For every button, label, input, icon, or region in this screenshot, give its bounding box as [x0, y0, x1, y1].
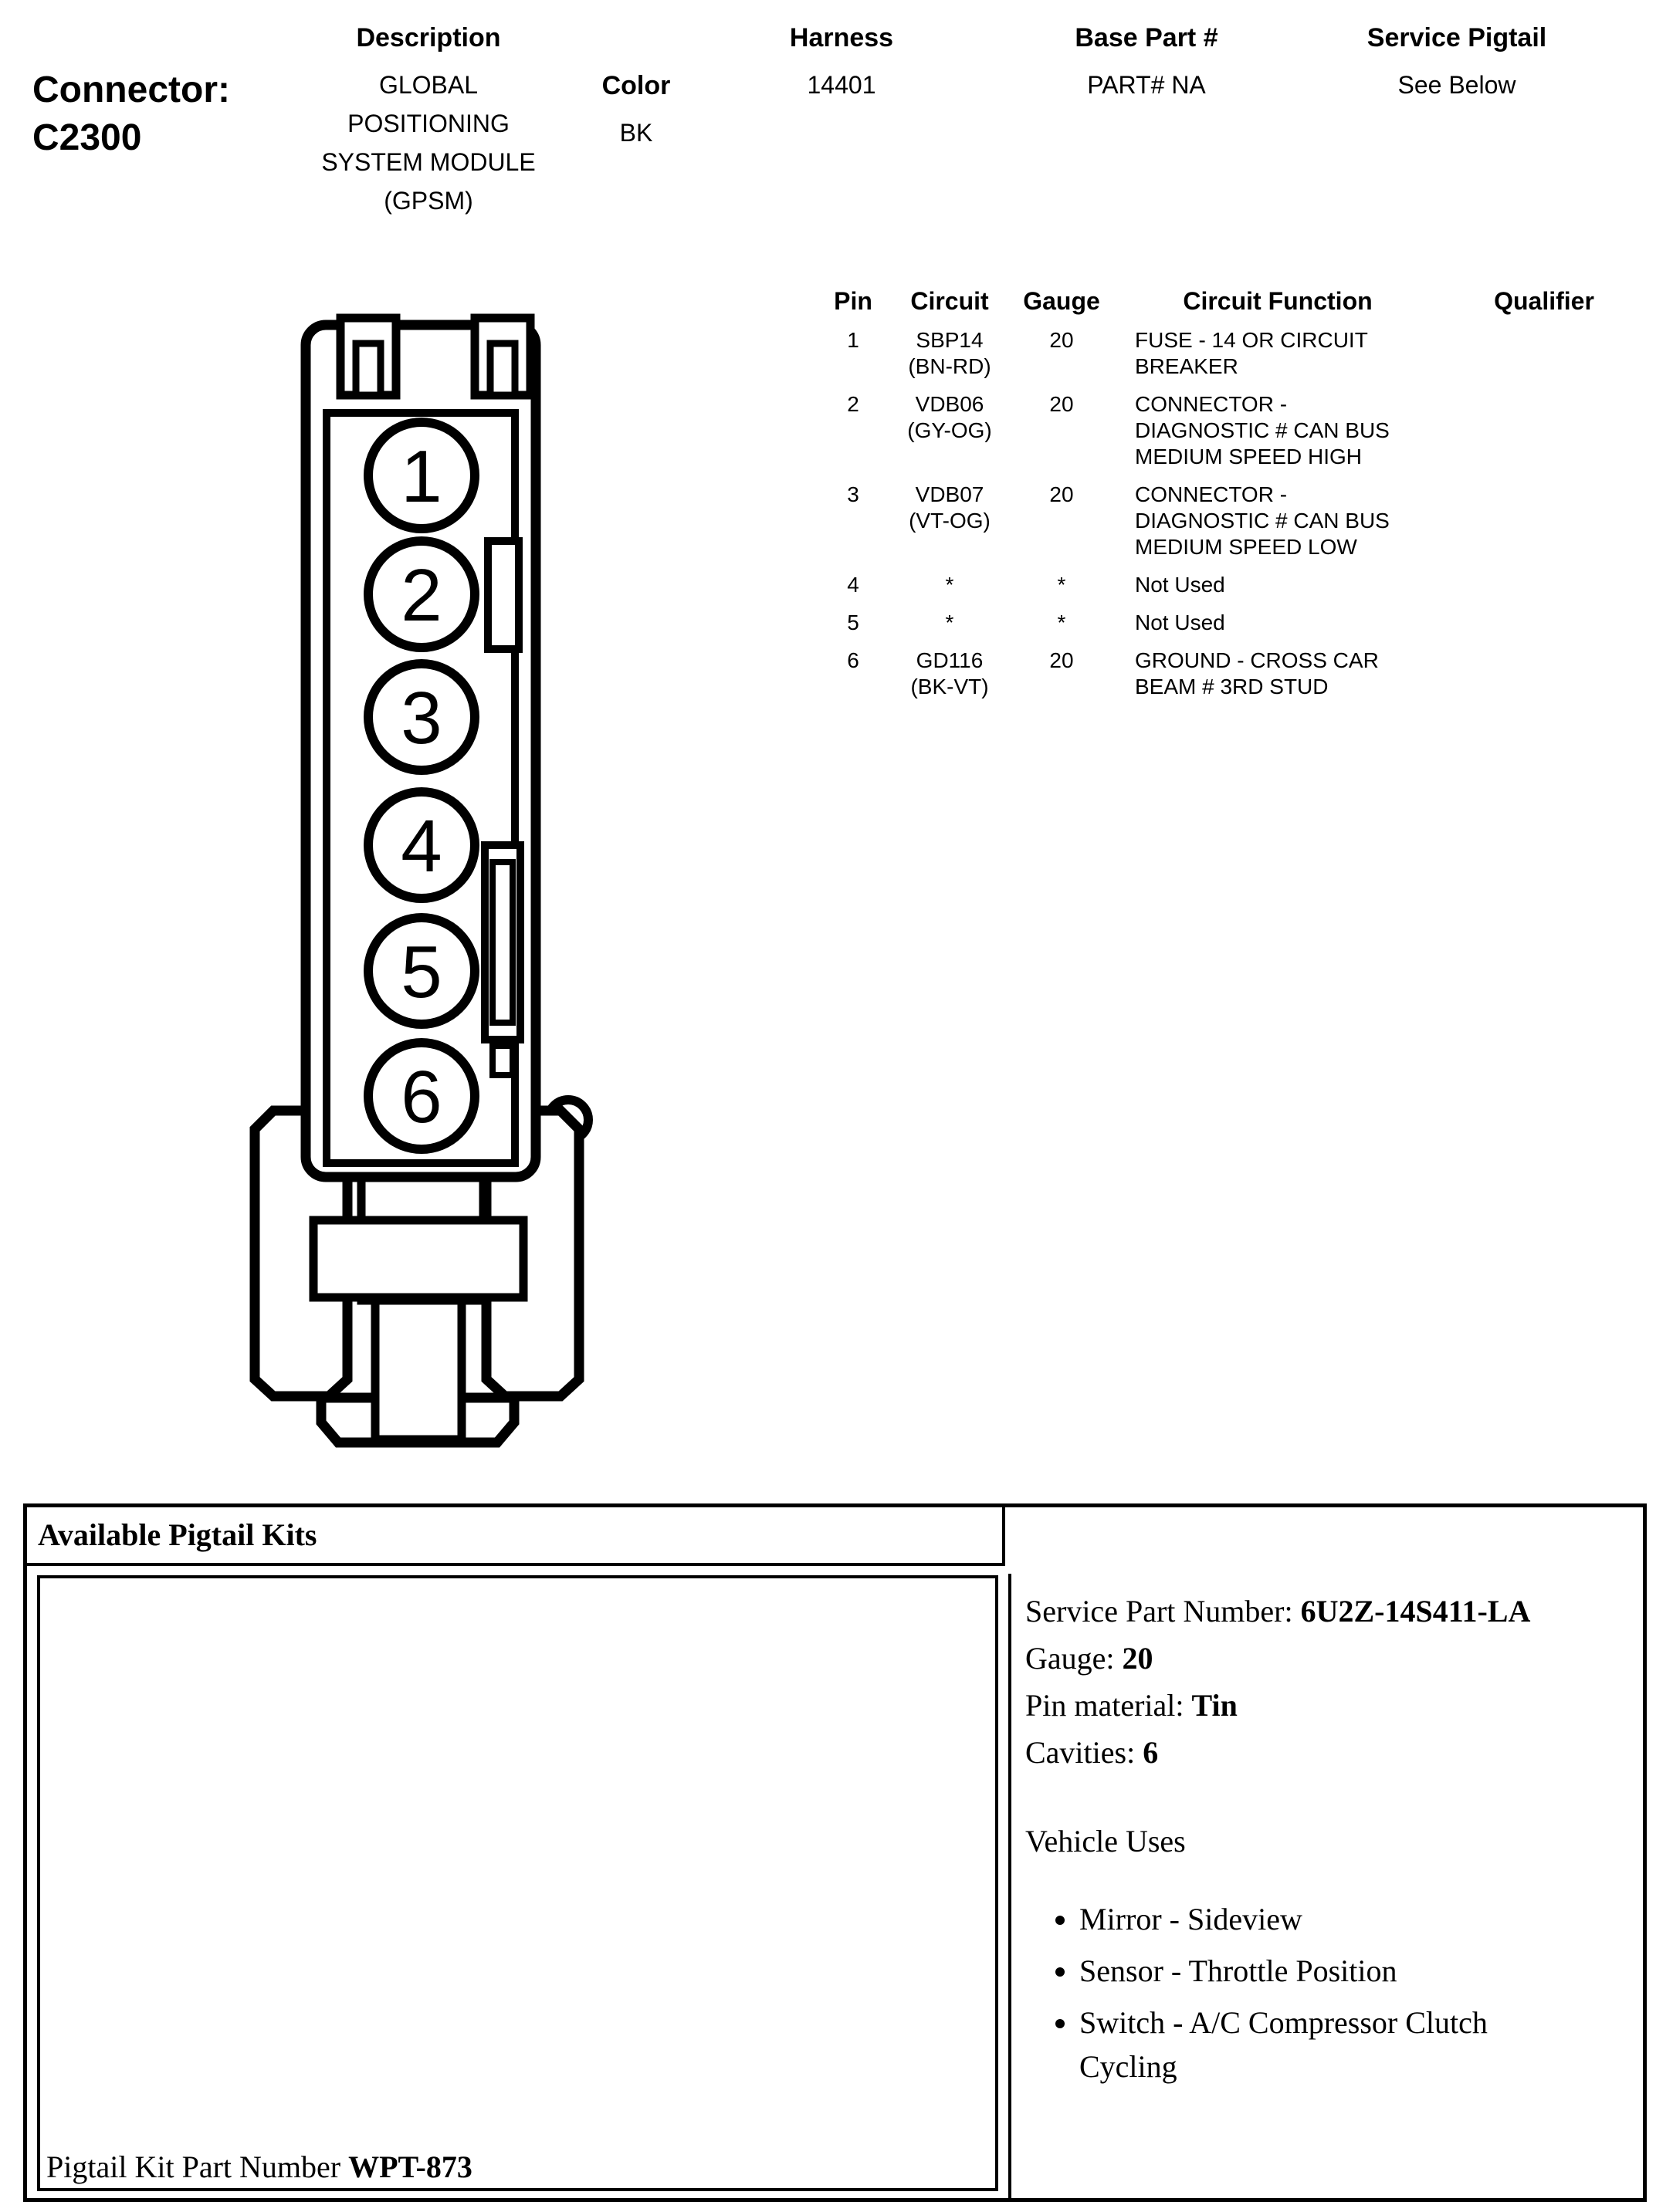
col-header-gauge: Gauge	[1023, 287, 1100, 315]
vehicle-uses-list	[1025, 1897, 1624, 2089]
pin-number-1: 1	[401, 435, 442, 518]
pin-table	[818, 287, 1644, 700]
circuit-color: (GY-OG)	[907, 418, 992, 442]
qualifier-cell	[1444, 572, 1644, 598]
pin-cell: 1	[847, 328, 859, 352]
list-item: • Sensor - Throttle Position	[1079, 1949, 1512, 1993]
circuit-cell	[888, 482, 1011, 560]
pin-number-4: 4	[401, 805, 442, 888]
qualifier-cell	[1444, 391, 1644, 470]
table-row	[818, 572, 1644, 598]
gauge-cell: *	[1057, 610, 1066, 634]
table-row	[818, 648, 1644, 700]
qualifier-cell	[1444, 482, 1644, 560]
color-value: BK	[619, 119, 653, 147]
col-header-circuit: Circuit	[910, 287, 989, 315]
function-cell: CONNECTOR - DIAGNOSTIC # CAN BUS MEDIUM SPEED LOW	[1135, 482, 1390, 559]
bracket-crossbar	[313, 1220, 523, 1297]
circuit-cell	[888, 391, 1011, 470]
connector-diagram	[247, 313, 602, 1455]
base-part-label: Base Part #	[1075, 23, 1218, 52]
list-item: • Switch - A/C Compressor Clutch Cycling	[1079, 2001, 1512, 2089]
circuit-code: *	[945, 610, 954, 634]
pin-number-3: 3	[401, 677, 442, 759]
pigtail-kit-part-number	[46, 2149, 472, 2185]
service-pigtail-label: Service Pigtail	[1367, 23, 1547, 52]
header-col-harness	[764, 23, 919, 104]
circuit-code: *	[945, 573, 954, 597]
harness-value: 14401	[807, 71, 876, 99]
header-col-base-part	[1031, 23, 1262, 104]
circuit-cell	[888, 327, 1011, 380]
gauge-cell: 20	[1049, 328, 1074, 352]
pigtail-kits-title: Available Pigtail Kits	[38, 1517, 317, 1552]
cavities-label: Cavities:	[1025, 1735, 1136, 1770]
gauge-row	[1025, 1636, 1624, 1680]
circuit-color: (VT-OG)	[909, 509, 991, 533]
gauge-cell: 20	[1049, 392, 1074, 416]
pin-cell: 6	[847, 648, 859, 672]
header-col-color	[582, 71, 690, 152]
table-row	[818, 482, 1644, 560]
gauge-cell: 20	[1049, 648, 1074, 672]
gauge-cell: 20	[1049, 482, 1074, 506]
base-part-value: PART# NA	[1087, 71, 1206, 99]
service-part-label: Service Part Number:	[1025, 1594, 1293, 1629]
circuit-color: (BN-RD)	[908, 354, 991, 378]
connector-id: C2300	[32, 117, 142, 158]
side-latch-small	[488, 541, 519, 649]
gauge-cell: *	[1057, 573, 1066, 597]
function-cell: CONNECTOR - DIAGNOSTIC # CAN BUS MEDIUM SPEED HIGH	[1135, 392, 1390, 468]
circuit-color: (BK-VT)	[910, 675, 989, 698]
function-cell: Not Used	[1135, 573, 1225, 597]
pin-table-header	[818, 287, 1644, 316]
circuit-code: VDB07	[915, 482, 984, 506]
connector-title	[32, 66, 230, 162]
pin-number-5: 5	[401, 931, 442, 1013]
pin-number-6: 6	[401, 1056, 442, 1138]
description-value: GLOBAL POSITIONING SYSTEM MODULE (GPSM)	[321, 71, 536, 215]
pin-cell: 4	[847, 573, 859, 597]
pin-material-row	[1025, 1683, 1624, 1727]
top-tab-right-slot	[490, 343, 515, 395]
pin-number-2: 2	[401, 554, 442, 637]
header-col-service-pigtail	[1341, 23, 1573, 104]
function-cell: FUSE - 14 OR CIRCUIT BREAKER	[1135, 328, 1368, 378]
circuit-cell	[888, 648, 1011, 700]
gauge-label: Gauge:	[1025, 1641, 1115, 1676]
pigtail-kits-header	[27, 1507, 1005, 1566]
vehicle-uses-title: Vehicle Uses	[1025, 1824, 1186, 1859]
col-header-pin: Pin	[834, 287, 872, 315]
pigtail-kit-label: Pigtail Kit Part Number	[46, 2149, 341, 2184]
connector-label: Connector:	[32, 69, 230, 110]
circuit-code: VDB06	[915, 392, 984, 416]
function-cell: Not Used	[1135, 610, 1225, 634]
circuit-code: SBP14	[916, 328, 984, 352]
circuit-code: GD116	[916, 648, 984, 672]
pin-cell: 5	[847, 610, 859, 634]
pin-cell: 2	[847, 392, 859, 416]
qualifier-cell	[1444, 648, 1644, 700]
service-part-details	[1008, 1574, 1643, 2198]
bracket-lower-stem	[375, 1291, 462, 1439]
circuit-cell	[888, 572, 1011, 598]
table-row	[818, 391, 1644, 470]
cavities-value: 6	[1143, 1735, 1159, 1770]
pin-material-value: Tin	[1191, 1688, 1238, 1723]
description-label: Description	[356, 23, 501, 52]
pin-cell: 3	[847, 482, 859, 506]
top-tab-left-slot	[356, 343, 381, 395]
color-label: Color	[601, 71, 671, 100]
pin-material-label: Pin material:	[1025, 1688, 1184, 1723]
qualifier-cell	[1444, 327, 1644, 380]
cavities-row	[1025, 1730, 1624, 1774]
list-item: • Mirror - Sideview	[1079, 1897, 1512, 1941]
function-cell: GROUND - CROSS CAR BEAM # 3RD STUD	[1135, 648, 1379, 698]
col-header-circuit-function: Circuit Function	[1183, 287, 1373, 315]
header-col-description	[320, 23, 537, 220]
service-pigtail-value: See Below	[1397, 71, 1516, 99]
harness-label: Harness	[789, 23, 894, 52]
side-latch-large-slot	[493, 862, 513, 1023]
service-part-number	[1025, 1589, 1612, 1633]
side-latch-tip	[493, 1046, 513, 1075]
pigtail-kit-value: WPT-873	[348, 2149, 472, 2184]
table-row	[818, 610, 1644, 636]
pigtail-kit-cell	[37, 1575, 998, 2191]
pigtail-kits-section	[23, 1503, 1647, 2202]
circuit-cell	[888, 610, 1011, 636]
service-part-value: 6U2Z-14S411-LA	[1300, 1594, 1531, 1629]
qualifier-cell	[1444, 610, 1644, 636]
col-header-qualifier: Qualifier	[1494, 287, 1594, 315]
gauge-value: 20	[1122, 1641, 1153, 1676]
table-row	[818, 327, 1644, 380]
